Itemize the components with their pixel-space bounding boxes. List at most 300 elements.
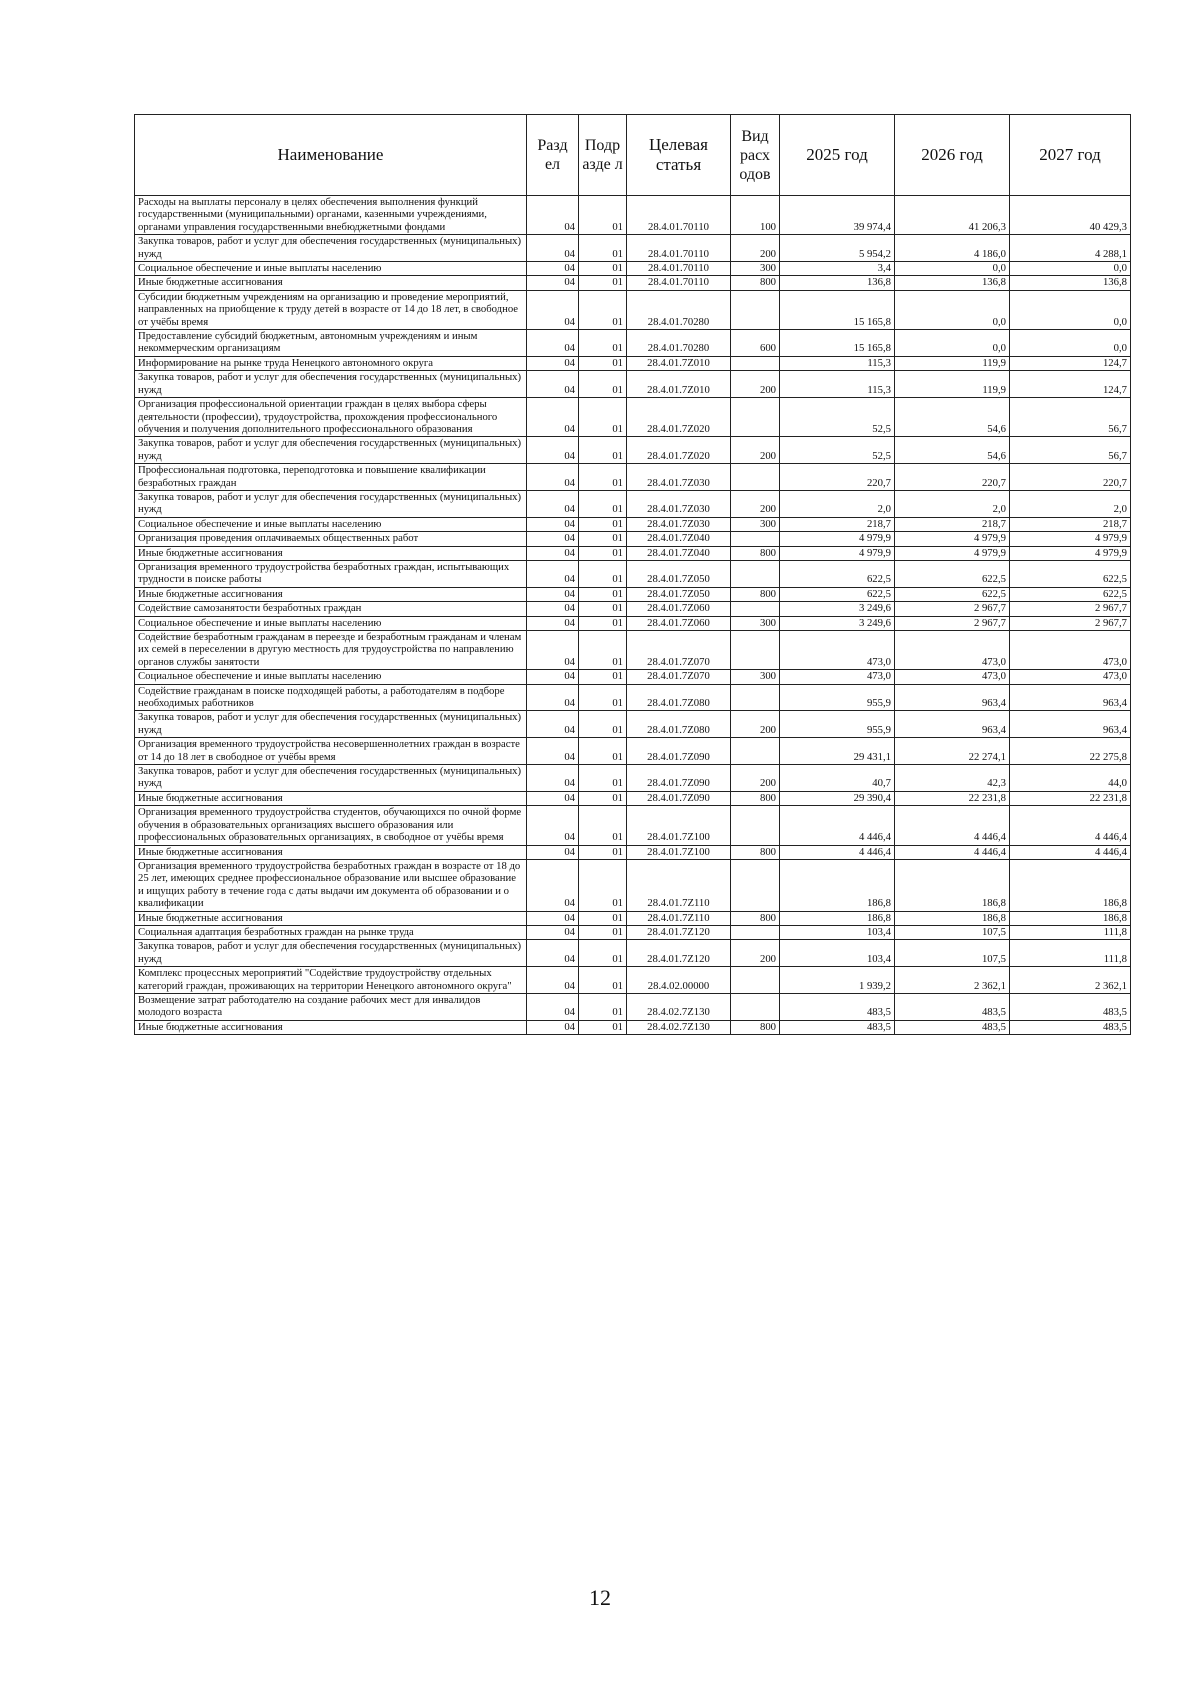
- row-tselevaya-statya: 28.4.01.7Z090: [627, 791, 731, 805]
- row-name: Закупка товаров, работ и услуг для обеспечения государственных (муниципальных) нужд: [135, 711, 527, 738]
- row-razdel: 04: [527, 1020, 579, 1034]
- row-vid-rashodov: [731, 356, 780, 370]
- row-tselevaya-statya: 28.4.01.7Z010: [627, 356, 731, 370]
- row-vid-rashodov: [731, 806, 780, 845]
- row-vid-rashodov: 200: [731, 711, 780, 738]
- row-tselevaya-statya: 28.4.01.7Z010: [627, 371, 731, 398]
- row-amount-2026: 54,6: [895, 437, 1010, 464]
- row-razdel: 04: [527, 587, 579, 601]
- row-amount-2026: 2 967,7: [895, 602, 1010, 616]
- table-row: [135, 560, 1131, 587]
- header-2027: 2027 год: [1010, 115, 1131, 196]
- row-name: Профессиональная подготовка, переподготовка и повышение квалификации безработных граждан: [135, 464, 527, 491]
- row-amount-2026: 4 186,0: [895, 235, 1010, 262]
- row-razdel: 04: [527, 196, 579, 235]
- header-2026: 2026 год: [895, 115, 1010, 196]
- row-tselevaya-statya: 28.4.01.7Z040: [627, 532, 731, 546]
- row-podrazdel: 01: [579, 859, 627, 911]
- row-podrazdel: 01: [579, 1020, 627, 1034]
- row-amount-2027: 124,7: [1010, 356, 1131, 370]
- table-row: [135, 684, 1131, 711]
- row-amount-2027: 111,8: [1010, 925, 1131, 939]
- row-amount-2026: 622,5: [895, 560, 1010, 587]
- row-amount-2025: 483,5: [780, 993, 895, 1020]
- row-tselevaya-statya: 28.4.01.7Z070: [627, 670, 731, 684]
- row-vid-rashodov: 800: [731, 845, 780, 859]
- row-name: Иные бюджетные ассигнования: [135, 1020, 527, 1034]
- row-name: Закупка товаров, работ и услуг для обеспечения государственных (муниципальных) нужд: [135, 437, 527, 464]
- row-name: Содействие гражданам в поиске подходящей работы, а работодателям в подборе необходимых работников: [135, 684, 527, 711]
- row-podrazdel: 01: [579, 196, 627, 235]
- row-amount-2026: 4 446,4: [895, 845, 1010, 859]
- page-number: 12: [589, 1585, 611, 1610]
- row-amount-2025: 103,4: [780, 925, 895, 939]
- row-amount-2027: 0,0: [1010, 262, 1131, 276]
- row-podrazdel: 01: [579, 602, 627, 616]
- row-amount-2026: 119,9: [895, 371, 1010, 398]
- row-tselevaya-statya: 28.4.02.7Z130: [627, 993, 731, 1020]
- row-amount-2025: 29 390,4: [780, 791, 895, 805]
- row-vid-rashodov: 300: [731, 262, 780, 276]
- row-razdel: 04: [527, 738, 579, 765]
- table-row: [135, 490, 1131, 517]
- row-name: Закупка товаров, работ и услуг для обеспечения государственных (муниципальных) нужд: [135, 235, 527, 262]
- row-amount-2027: 220,7: [1010, 464, 1131, 491]
- row-razdel: 04: [527, 330, 579, 357]
- row-podrazdel: 01: [579, 940, 627, 967]
- row-name: Информирование на рынке труда Ненецкого автономного округа: [135, 356, 527, 370]
- row-amount-2027: 22 275,8: [1010, 738, 1131, 765]
- row-podrazdel: 01: [579, 262, 627, 276]
- row-amount-2027: 4 446,4: [1010, 845, 1131, 859]
- row-vid-rashodov: [731, 684, 780, 711]
- row-amount-2026: 483,5: [895, 1020, 1010, 1034]
- row-tselevaya-statya: 28.4.01.7Z120: [627, 940, 731, 967]
- row-amount-2026: 42,3: [895, 765, 1010, 792]
- row-amount-2026: 186,8: [895, 859, 1010, 911]
- row-amount-2027: 473,0: [1010, 631, 1131, 670]
- row-podrazdel: 01: [579, 290, 627, 329]
- row-podrazdel: 01: [579, 560, 627, 587]
- row-name: Иные бюджетные ассигнования: [135, 845, 527, 859]
- row-vid-rashodov: [731, 464, 780, 491]
- row-amount-2025: 186,8: [780, 911, 895, 925]
- table-row: [135, 911, 1131, 925]
- row-podrazdel: 01: [579, 967, 627, 994]
- row-razdel: 04: [527, 290, 579, 329]
- table-row: [135, 859, 1131, 911]
- row-amount-2026: 220,7: [895, 464, 1010, 491]
- row-amount-2025: 40,7: [780, 765, 895, 792]
- row-name: Субсидии бюджетным учреждениям на организацию и проведение мероприятий, направленных на приобщение к труду детей в возрасте от 14 до 18 лет, в свободное от учёбы время: [135, 290, 527, 329]
- row-name: Возмещение затрат работодателю на создание рабочих мест для инвалидов молодого возраста: [135, 993, 527, 1020]
- row-name: Иные бюджетные ассигнования: [135, 587, 527, 601]
- row-amount-2027: 111,8: [1010, 940, 1131, 967]
- row-amount-2025: 4 979,9: [780, 546, 895, 560]
- row-tselevaya-statya: 28.4.01.7Z100: [627, 806, 731, 845]
- row-name: Содействие безработным гражданам в переезде и безработным гражданам и членам их семей в переселении в другую местность для трудоустройства по направлению органов службы занятости: [135, 631, 527, 670]
- table-row: [135, 587, 1131, 601]
- row-amount-2025: 218,7: [780, 517, 895, 531]
- row-amount-2026: 963,4: [895, 711, 1010, 738]
- row-amount-2027: 0,0: [1010, 290, 1131, 329]
- row-name: Закупка товаров, работ и услуг для обеспечения государственных (муниципальных) нужд: [135, 371, 527, 398]
- row-tselevaya-statya: 28.4.01.7Z030: [627, 517, 731, 531]
- row-amount-2027: 56,7: [1010, 437, 1131, 464]
- table-row: [135, 791, 1131, 805]
- row-amount-2027: 2 362,1: [1010, 967, 1131, 994]
- row-razdel: 04: [527, 765, 579, 792]
- row-vid-rashodov: [731, 993, 780, 1020]
- row-vid-rashodov: [731, 560, 780, 587]
- row-amount-2025: 2,0: [780, 490, 895, 517]
- row-vid-rashodov: 800: [731, 1020, 780, 1034]
- row-amount-2026: 473,0: [895, 631, 1010, 670]
- header-razdel: Разд ел: [527, 115, 579, 196]
- row-podrazdel: 01: [579, 276, 627, 290]
- row-tselevaya-statya: 28.4.01.7Z050: [627, 560, 731, 587]
- row-amount-2027: 40 429,3: [1010, 196, 1131, 235]
- row-razdel: 04: [527, 560, 579, 587]
- table-row: [135, 940, 1131, 967]
- row-podrazdel: 01: [579, 911, 627, 925]
- row-tselevaya-statya: 28.4.02.00000: [627, 967, 731, 994]
- row-amount-2026: 54,6: [895, 398, 1010, 437]
- row-razdel: 04: [527, 993, 579, 1020]
- row-tselevaya-statya: 28.4.02.7Z130: [627, 1020, 731, 1034]
- row-razdel: 04: [527, 925, 579, 939]
- row-vid-rashodov: [731, 859, 780, 911]
- row-amount-2026: 4 446,4: [895, 806, 1010, 845]
- table-row: [135, 602, 1131, 616]
- row-amount-2026: 0,0: [895, 330, 1010, 357]
- table-row: [135, 330, 1131, 357]
- row-vid-rashodov: 600: [731, 330, 780, 357]
- row-amount-2025: 622,5: [780, 560, 895, 587]
- row-amount-2025: 622,5: [780, 587, 895, 601]
- row-amount-2026: 186,8: [895, 911, 1010, 925]
- row-razdel: 04: [527, 398, 579, 437]
- row-tselevaya-statya: 28.4.01.7Z080: [627, 684, 731, 711]
- row-tselevaya-statya: 28.4.01.70110: [627, 262, 731, 276]
- row-amount-2027: 56,7: [1010, 398, 1131, 437]
- row-podrazdel: 01: [579, 670, 627, 684]
- row-vid-rashodov: [731, 602, 780, 616]
- row-name: Социальное обеспечение и иные выплаты населению: [135, 670, 527, 684]
- row-amount-2025: 955,9: [780, 711, 895, 738]
- row-vid-rashodov: 300: [731, 616, 780, 630]
- row-amount-2026: 2,0: [895, 490, 1010, 517]
- row-vid-rashodov: 800: [731, 546, 780, 560]
- row-name: Организация временного трудоустройства безработных граждан в возрасте от 18 до 25 лет, имеющих среднее профессиональное образование или высшее образование и ищущих работу в течение года с даты выдачи им документа об образовании и о квалификации: [135, 859, 527, 911]
- row-podrazdel: 01: [579, 546, 627, 560]
- row-razdel: 04: [527, 532, 579, 546]
- row-name: Организация проведения оплачиваемых общественных работ: [135, 532, 527, 546]
- row-amount-2025: 115,3: [780, 371, 895, 398]
- row-tselevaya-statya: 28.4.01.7Z020: [627, 437, 731, 464]
- row-name: Комплекс процессных мероприятий "Содействие трудоустройству отдельных категорий граждан, проживающих на территории Ненецкого автономного округа": [135, 967, 527, 994]
- row-tselevaya-statya: 28.4.01.7Z060: [627, 602, 731, 616]
- row-tselevaya-statya: 28.4.01.7Z070: [627, 631, 731, 670]
- row-tselevaya-statya: 28.4.01.7Z080: [627, 711, 731, 738]
- header-2025: 2025 год: [780, 115, 895, 196]
- row-razdel: 04: [527, 806, 579, 845]
- table-row: [135, 517, 1131, 531]
- row-razdel: 04: [527, 911, 579, 925]
- row-amount-2025: 3 249,6: [780, 602, 895, 616]
- row-podrazdel: 01: [579, 616, 627, 630]
- row-tselevaya-statya: 28.4.01.7Z100: [627, 845, 731, 859]
- row-amount-2026: 107,5: [895, 940, 1010, 967]
- row-amount-2025: 29 431,1: [780, 738, 895, 765]
- row-tselevaya-statya: 28.4.01.7Z090: [627, 765, 731, 792]
- row-podrazdel: 01: [579, 235, 627, 262]
- table-row: [135, 765, 1131, 792]
- row-amount-2026: 473,0: [895, 670, 1010, 684]
- row-amount-2025: 115,3: [780, 356, 895, 370]
- row-name: Социальная адаптация безработных граждан на рынке труда: [135, 925, 527, 939]
- row-name: Закупка товаров, работ и услуг для обеспечения государственных (муниципальных) нужд: [135, 940, 527, 967]
- row-podrazdel: 01: [579, 330, 627, 357]
- table-row: [135, 738, 1131, 765]
- row-amount-2027: 2 967,7: [1010, 602, 1131, 616]
- row-razdel: 04: [527, 371, 579, 398]
- row-amount-2026: 4 979,9: [895, 532, 1010, 546]
- row-amount-2025: 136,8: [780, 276, 895, 290]
- row-podrazdel: 01: [579, 993, 627, 1020]
- table-header-row: [135, 115, 1131, 196]
- row-tselevaya-statya: 28.4.01.70110: [627, 235, 731, 262]
- row-tselevaya-statya: 28.4.01.7Z110: [627, 859, 731, 911]
- row-vid-rashodov: 200: [731, 940, 780, 967]
- row-amount-2027: 136,8: [1010, 276, 1131, 290]
- row-vid-rashodov: 200: [731, 235, 780, 262]
- row-amount-2026: 0,0: [895, 262, 1010, 276]
- header-name: Наименование: [135, 115, 527, 196]
- row-vid-rashodov: [731, 532, 780, 546]
- table-row: [135, 262, 1131, 276]
- row-amount-2027: 4 979,9: [1010, 546, 1131, 560]
- row-amount-2025: 103,4: [780, 940, 895, 967]
- table-row: [135, 437, 1131, 464]
- row-amount-2027: 44,0: [1010, 765, 1131, 792]
- row-podrazdel: 01: [579, 631, 627, 670]
- row-razdel: 04: [527, 631, 579, 670]
- row-amount-2025: 473,0: [780, 670, 895, 684]
- row-tselevaya-statya: 28.4.01.7Z040: [627, 546, 731, 560]
- table-row: [135, 806, 1131, 845]
- table-row: [135, 356, 1131, 370]
- table-row: [135, 371, 1131, 398]
- row-vid-rashodov: 800: [731, 587, 780, 601]
- row-vid-rashodov: [731, 925, 780, 939]
- row-podrazdel: 01: [579, 464, 627, 491]
- row-tselevaya-statya: 28.4.01.70280: [627, 290, 731, 329]
- row-razdel: 04: [527, 845, 579, 859]
- table-row: [135, 464, 1131, 491]
- row-razdel: 04: [527, 940, 579, 967]
- row-podrazdel: 01: [579, 356, 627, 370]
- row-amount-2026: 963,4: [895, 684, 1010, 711]
- row-amount-2025: 955,9: [780, 684, 895, 711]
- row-name: Иные бюджетные ассигнования: [135, 791, 527, 805]
- row-amount-2025: 4 979,9: [780, 532, 895, 546]
- row-amount-2025: 15 165,8: [780, 290, 895, 329]
- header-tselevaya-statya: Целевая статья: [627, 115, 731, 196]
- row-amount-2025: 52,5: [780, 398, 895, 437]
- table-row: [135, 532, 1131, 546]
- row-amount-2025: 1 939,2: [780, 967, 895, 994]
- table-row: [135, 845, 1131, 859]
- row-amount-2026: 107,5: [895, 925, 1010, 939]
- row-podrazdel: 01: [579, 765, 627, 792]
- row-tselevaya-statya: 28.4.01.7Z120: [627, 925, 731, 939]
- row-amount-2027: 2 967,7: [1010, 616, 1131, 630]
- table-row: [135, 1020, 1131, 1034]
- row-amount-2025: 3,4: [780, 262, 895, 276]
- table-row: [135, 290, 1131, 329]
- row-podrazdel: 01: [579, 437, 627, 464]
- row-amount-2026: 119,9: [895, 356, 1010, 370]
- row-razdel: 04: [527, 490, 579, 517]
- table-row: [135, 196, 1131, 235]
- row-razdel: 04: [527, 967, 579, 994]
- row-vid-rashodov: 200: [731, 371, 780, 398]
- row-amount-2027: 4 446,4: [1010, 806, 1131, 845]
- row-amount-2025: 39 974,4: [780, 196, 895, 235]
- row-amount-2025: 473,0: [780, 631, 895, 670]
- row-name: Закупка товаров, работ и услуг для обеспечения государственных (муниципальных) нужд: [135, 765, 527, 792]
- row-vid-rashodov: 800: [731, 276, 780, 290]
- row-razdel: 04: [527, 464, 579, 491]
- header-podrazdel: Подр азде л: [579, 115, 627, 196]
- row-amount-2027: 622,5: [1010, 587, 1131, 601]
- row-amount-2027: 218,7: [1010, 517, 1131, 531]
- row-name: Иные бюджетные ассигнования: [135, 911, 527, 925]
- row-vid-rashodov: [731, 398, 780, 437]
- table-row: [135, 967, 1131, 994]
- row-tselevaya-statya: 28.4.01.70110: [627, 196, 731, 235]
- table-row: [135, 616, 1131, 630]
- row-amount-2026: 2 362,1: [895, 967, 1010, 994]
- header-vid-rashodov: Вид расх одов: [731, 115, 780, 196]
- row-razdel: 04: [527, 517, 579, 531]
- row-name: Организация профессиональной ориентации граждан в целях выбора сферы деятельности (профессии), трудоустройства, прохождения профессионального обучения и получения дополнительного профессионального образования: [135, 398, 527, 437]
- row-amount-2026: 22 274,1: [895, 738, 1010, 765]
- row-name: Закупка товаров, работ и услуг для обеспечения государственных (муниципальных) нужд: [135, 490, 527, 517]
- row-podrazdel: 01: [579, 517, 627, 531]
- row-amount-2027: 22 231,8: [1010, 791, 1131, 805]
- row-razdel: 04: [527, 602, 579, 616]
- row-name: Содействие самозанятости безработных граждан: [135, 602, 527, 616]
- row-amount-2025: 4 446,4: [780, 845, 895, 859]
- row-amount-2026: 218,7: [895, 517, 1010, 531]
- row-amount-2027: 483,5: [1010, 1020, 1131, 1034]
- table-row: [135, 711, 1131, 738]
- row-razdel: 04: [527, 235, 579, 262]
- row-podrazdel: 01: [579, 711, 627, 738]
- table-row: [135, 235, 1131, 262]
- row-amount-2027: 186,8: [1010, 859, 1131, 911]
- row-tselevaya-statya: 28.4.01.70280: [627, 330, 731, 357]
- row-razdel: 04: [527, 437, 579, 464]
- row-amount-2025: 186,8: [780, 859, 895, 911]
- row-amount-2027: 4 979,9: [1010, 532, 1131, 546]
- row-razdel: 04: [527, 356, 579, 370]
- row-podrazdel: 01: [579, 845, 627, 859]
- row-podrazdel: 01: [579, 371, 627, 398]
- row-razdel: 04: [527, 791, 579, 805]
- row-amount-2026: 0,0: [895, 290, 1010, 329]
- row-amount-2026: 622,5: [895, 587, 1010, 601]
- row-amount-2026: 4 979,9: [895, 546, 1010, 560]
- row-vid-rashodov: 200: [731, 490, 780, 517]
- row-tselevaya-statya: 28.4.01.70110: [627, 276, 731, 290]
- row-razdel: 04: [527, 711, 579, 738]
- row-amount-2027: 963,4: [1010, 684, 1131, 711]
- table-row: [135, 546, 1131, 560]
- row-amount-2027: 0,0: [1010, 330, 1131, 357]
- table-body: [135, 196, 1131, 1035]
- table-row: [135, 993, 1131, 1020]
- row-vid-rashodov: 200: [731, 765, 780, 792]
- table-row: [135, 631, 1131, 670]
- row-amount-2026: 41 206,3: [895, 196, 1010, 235]
- row-vid-rashodov: 200: [731, 437, 780, 464]
- row-razdel: 04: [527, 276, 579, 290]
- row-amount-2025: 15 165,8: [780, 330, 895, 357]
- row-amount-2025: 52,5: [780, 437, 895, 464]
- row-name: Иные бюджетные ассигнования: [135, 546, 527, 560]
- row-tselevaya-statya: 28.4.01.7Z030: [627, 490, 731, 517]
- row-vid-rashodov: 100: [731, 196, 780, 235]
- row-amount-2027: 4 288,1: [1010, 235, 1131, 262]
- row-amount-2025: 3 249,6: [780, 616, 895, 630]
- row-amount-2025: 220,7: [780, 464, 895, 491]
- row-name: Организация временного трудоустройства безработных граждан, испытывающих трудности в поиске работы: [135, 560, 527, 587]
- row-name: Организация временного трудоустройства студентов, обучающихся по очной форме обучения в образовательных организациях высшего образования или профессиональных образовательных организациях, в свободное от учёбы время: [135, 806, 527, 845]
- row-podrazdel: 01: [579, 532, 627, 546]
- row-razdel: 04: [527, 262, 579, 276]
- row-amount-2026: 483,5: [895, 993, 1010, 1020]
- row-tselevaya-statya: 28.4.01.7Z060: [627, 616, 731, 630]
- row-tselevaya-statya: 28.4.01.7Z090: [627, 738, 731, 765]
- row-name: Социальное обеспечение и иные выплаты населению: [135, 517, 527, 531]
- row-name: Расходы на выплаты персоналу в целях обеспечения выполнения функций государственными (муниципальными) органами, казенными учреждениями, органами управления государственными внебюджетными фондами: [135, 196, 527, 235]
- row-vid-rashodov: [731, 631, 780, 670]
- row-name: Предоставление субсидий бюджетным, автономным учреждениям и иным некоммерческим организациям: [135, 330, 527, 357]
- row-razdel: 04: [527, 546, 579, 560]
- row-tselevaya-statya: 28.4.01.7Z030: [627, 464, 731, 491]
- row-podrazdel: 01: [579, 925, 627, 939]
- row-amount-2025: 483,5: [780, 1020, 895, 1034]
- row-razdel: 04: [527, 859, 579, 911]
- row-razdel: 04: [527, 684, 579, 711]
- row-vid-rashodov: 300: [731, 517, 780, 531]
- row-amount-2026: 2 967,7: [895, 616, 1010, 630]
- row-name: Организация временного трудоустройства несовершеннолетних граждан в возрасте от 14 до 18 лет в свободное от учёбы время: [135, 738, 527, 765]
- row-amount-2025: 5 954,2: [780, 235, 895, 262]
- row-podrazdel: 01: [579, 684, 627, 711]
- row-tselevaya-statya: 28.4.01.7Z110: [627, 911, 731, 925]
- row-amount-2026: 136,8: [895, 276, 1010, 290]
- table-row: [135, 925, 1131, 939]
- row-tselevaya-statya: 28.4.01.7Z050: [627, 587, 731, 601]
- row-podrazdel: 01: [579, 398, 627, 437]
- row-vid-rashodov: [731, 967, 780, 994]
- row-amount-2027: 124,7: [1010, 371, 1131, 398]
- budget-table: [134, 114, 1131, 1035]
